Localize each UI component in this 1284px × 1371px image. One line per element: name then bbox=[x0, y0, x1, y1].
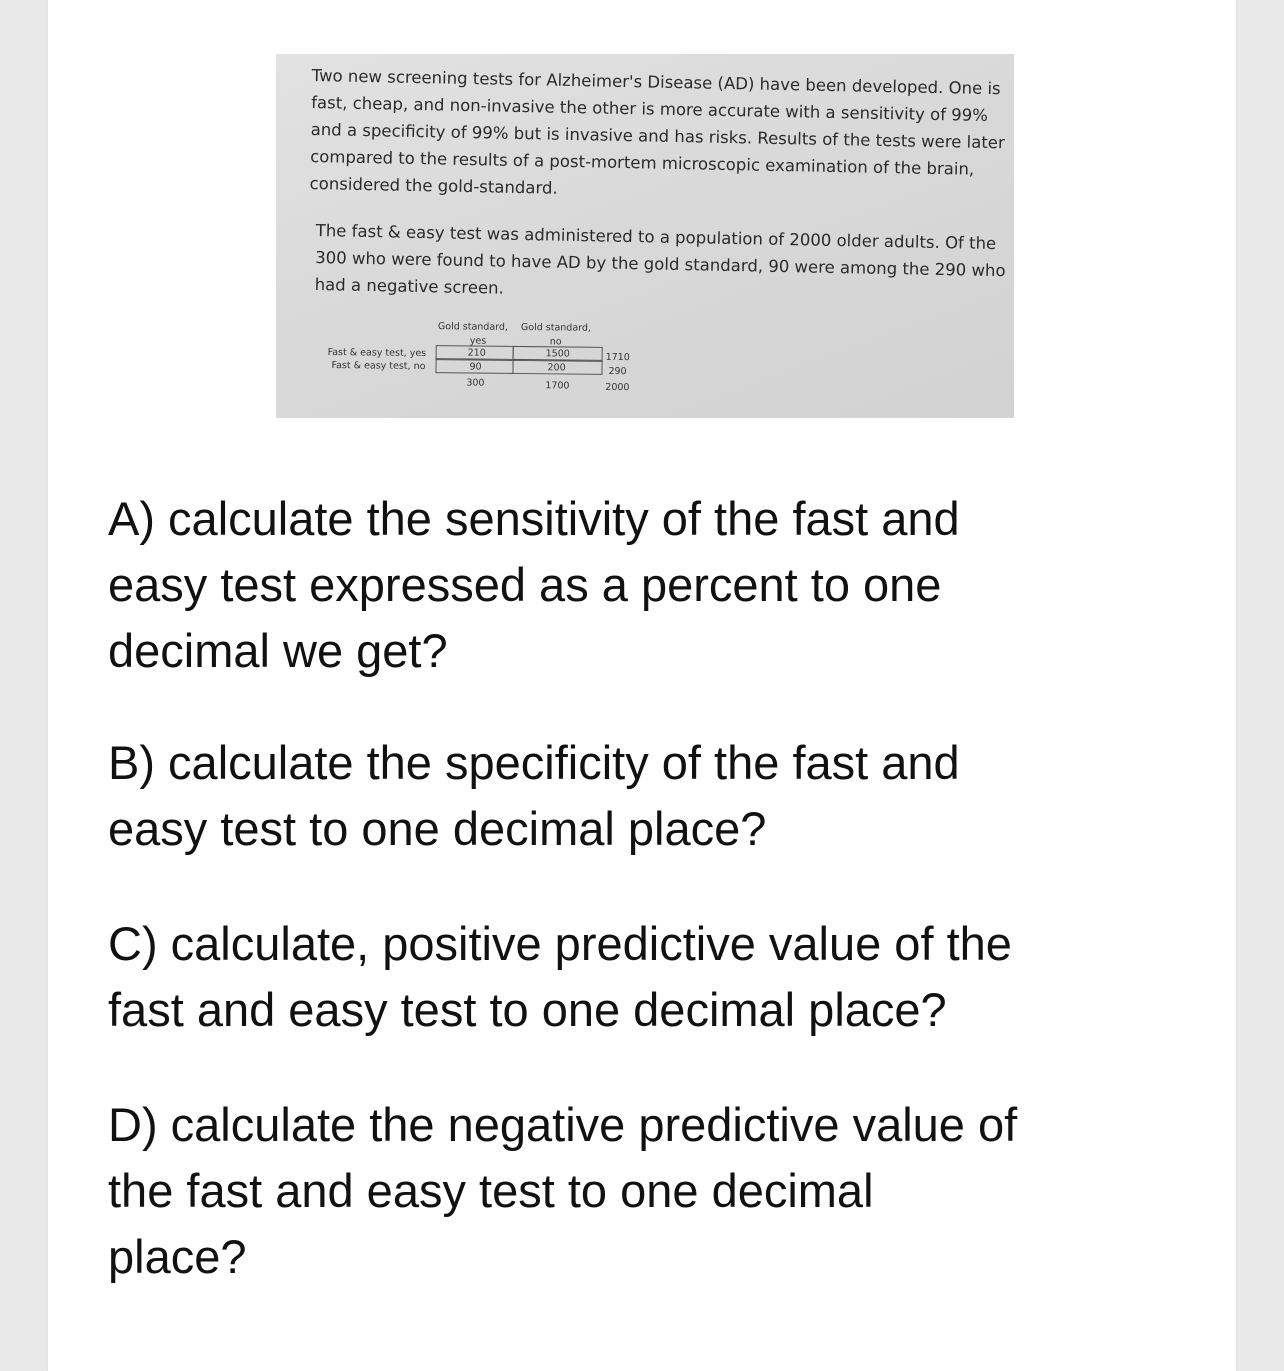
intro-line: and a specificity of 99% but is invasive and has risks. Results of the tests were later bbox=[310, 119, 1005, 153]
question-line: the fast and easy test to one decimal bbox=[108, 1164, 874, 1217]
table-row-label-no: Fast & easy test, no bbox=[331, 360, 426, 373]
problem-photo bbox=[276, 54, 1014, 418]
problem-intro-paragraph bbox=[309, 62, 1005, 210]
question-line: A) calculate the sensitivity of the fast and bbox=[108, 492, 960, 545]
table-cell: 200 bbox=[547, 362, 566, 374]
problem-data-paragraph bbox=[314, 217, 1005, 311]
table-header-no: no bbox=[549, 336, 562, 348]
question-line: B) calculate the specificity of the fast and bbox=[108, 736, 960, 789]
table-grand-total: 2000 bbox=[605, 381, 630, 394]
table-cell: 210 bbox=[467, 347, 486, 359]
question-line: D) calculate the negative predictive value of bbox=[108, 1098, 1018, 1151]
table-cell: 90 bbox=[469, 361, 482, 373]
intro-line: fast, cheap, and non-invasive the other is more accurate with a sensitivity of 99% bbox=[311, 92, 989, 125]
table-header-gold-yes: Gold standard, bbox=[437, 321, 509, 333]
question-line: place? bbox=[108, 1230, 247, 1283]
question-line: fast and easy test to one decimal place? bbox=[108, 983, 947, 1036]
intro-line: compared to the results of a post-mortem microscopic examination of the brain, bbox=[310, 146, 975, 179]
question-line: C) calculate, positive predictive value of the bbox=[108, 917, 1012, 970]
table-header-yes: yes bbox=[469, 335, 487, 347]
table-col-total: 1700 bbox=[545, 380, 570, 392]
intro-line: considered the gold-standard. bbox=[309, 173, 558, 198]
question-b bbox=[108, 730, 960, 862]
table-row-total: 290 bbox=[608, 365, 627, 378]
data-line: The fast & easy test was administered to a population of 2000 older adults. Of the bbox=[315, 220, 997, 254]
question-line: easy test to one decimal place? bbox=[108, 802, 767, 855]
data-line: had a negative screen. bbox=[314, 274, 505, 298]
table-row-total: 1710 bbox=[605, 351, 630, 364]
question-line: easy test expressed as a percent to one bbox=[108, 558, 942, 611]
question-a bbox=[108, 486, 960, 684]
question-d bbox=[108, 1092, 1017, 1290]
question-line: decimal we get? bbox=[108, 624, 448, 677]
intro-line: Two new screening tests for Alzheimer's Disease (AD) have been developed. One is bbox=[311, 65, 1001, 99]
question-c bbox=[108, 911, 1012, 1043]
table-cell: 1500 bbox=[545, 348, 570, 360]
contingency-table bbox=[327, 320, 748, 414]
data-line: 300 who were found to have AD by the gold standard, 90 were among the 290 who bbox=[315, 247, 1006, 281]
table-row-label-yes: Fast & easy test, yes bbox=[327, 346, 427, 360]
table-header-gold-no: Gold standard, bbox=[520, 322, 592, 334]
table-col-total: 300 bbox=[466, 377, 485, 389]
